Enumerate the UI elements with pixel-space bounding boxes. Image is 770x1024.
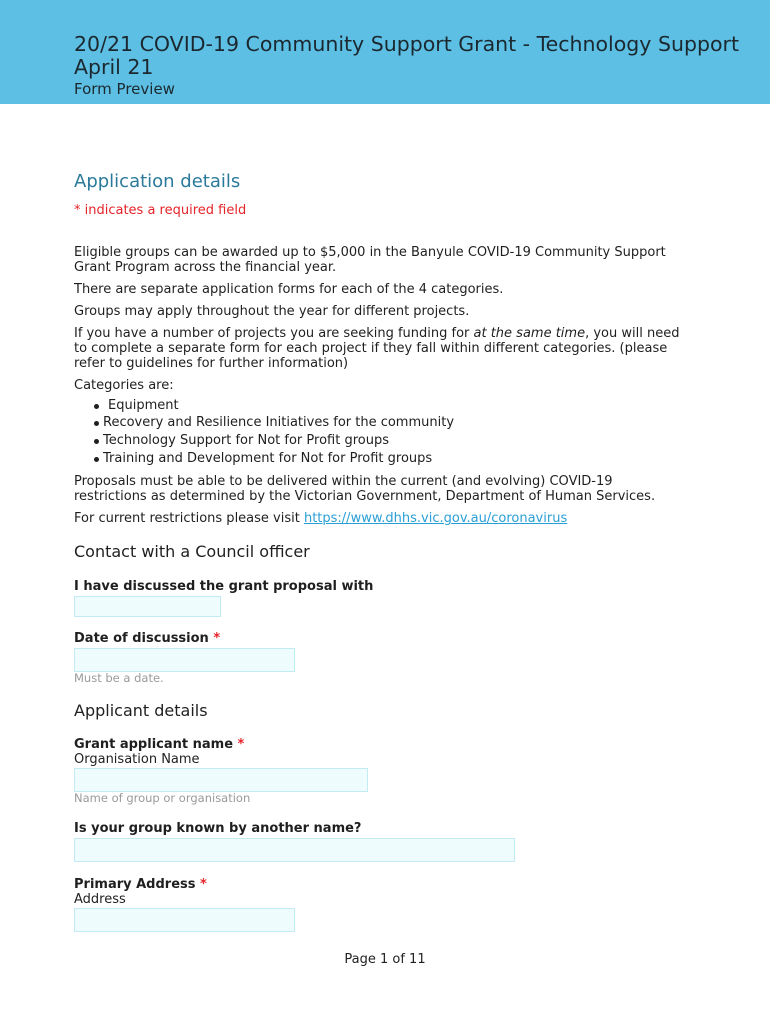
form-subtitle: Form Preview [74, 80, 175, 98]
restrictions-paragraph [74, 511, 685, 526]
multiple-projects-text-end: , you will need to complete a separate form for each project if they fall within different categories. (please refer to guidelines for further information) [74, 325, 680, 371]
required-marker: * [200, 877, 207, 893]
other-name-label-text: Is your group known by another name? [74, 821, 362, 837]
other-name-input[interactable] [74, 838, 515, 862]
organisation-name-sublabel: Organisation Name [74, 752, 200, 768]
address-sublabel: Address [74, 892, 126, 908]
applicant-details-heading: Applicant details [74, 701, 208, 721]
category-item-recovery-resilience: Recovery and Resilience Initiatives for the community [74, 414, 685, 432]
discussed-with-label [74, 579, 685, 594]
form-title: 20/21 COVID-19 Community Support Grant - Technology Support April 21 [74, 32, 739, 79]
apply-throughout-year-paragraph: Groups may apply throughout the year for different projects. [74, 303, 470, 319]
category-item-technology-support: Technology Support for Not for Profit groups [74, 432, 685, 450]
page-indicator: Page 1 of 11 [344, 952, 426, 967]
address-input[interactable] [74, 908, 295, 932]
application-details-heading: Application details [74, 171, 241, 192]
other-name-label [74, 821, 685, 836]
category-item-equipment: Equipment [74, 397, 685, 415]
required-marker: * [213, 631, 221, 647]
applicant-details-section [74, 701, 685, 932]
restrictions-link[interactable]: https://www.dhhs.vic.gov.au/coronavirus [303, 511, 568, 527]
multiple-projects-text-start: If you have a number of projects you are seeking funding for [74, 325, 474, 341]
primary-address-label [74, 877, 685, 892]
eligibility-paragraph: Eligible groups can be awarded up to $5,000 in the Banyule COVID-19 Community Support Grant Program across the financial year. [74, 244, 666, 275]
date-of-discussion-label [74, 631, 685, 646]
required-marker: * [237, 737, 245, 753]
grant-applicant-name-label [74, 737, 685, 752]
form-body [74, 104, 685, 932]
separate-forms-paragraph: There are separate application forms for each of the 4 categories. [74, 281, 504, 297]
grant-applicant-name-label-text: Grant applicant name [74, 737, 234, 753]
discussed-with-label-text: I have discussed the grant proposal with [74, 579, 374, 595]
discussed-with-input[interactable] [74, 596, 221, 617]
categories-intro: Categories are: [74, 377, 174, 393]
date-of-discussion-help: Must be a date. [74, 670, 164, 685]
restrictions-text: For current restrictions please visit [74, 511, 304, 527]
organisation-name-help: Name of group or organisation [74, 790, 251, 805]
contact-council-officer-heading: Contact with a Council officer [74, 542, 310, 562]
date-of-discussion-input[interactable] [74, 648, 295, 672]
form-header [0, 0, 770, 104]
primary-address-label-text: Primary Address [74, 877, 196, 893]
intro-text [74, 245, 685, 527]
categories-list [74, 397, 685, 468]
contact-council-officer-section [74, 542, 685, 685]
multiple-projects-emphasis: at the same time [473, 325, 586, 341]
category-item-training-development: Training and Development for Not for Profit groups [74, 450, 685, 468]
date-of-discussion-label-text: Date of discussion [74, 631, 209, 647]
multiple-projects-paragraph [74, 326, 685, 371]
proposals-paragraph: Proposals must be able to be delivered within the current (and evolving) COVID-19 restrictions as determined by the Victorian Government, Department of Human Services. [74, 474, 656, 505]
organisation-name-input[interactable] [74, 768, 368, 792]
application-details-section [74, 171, 685, 526]
required-field-note: * indicates a required field [74, 202, 247, 218]
